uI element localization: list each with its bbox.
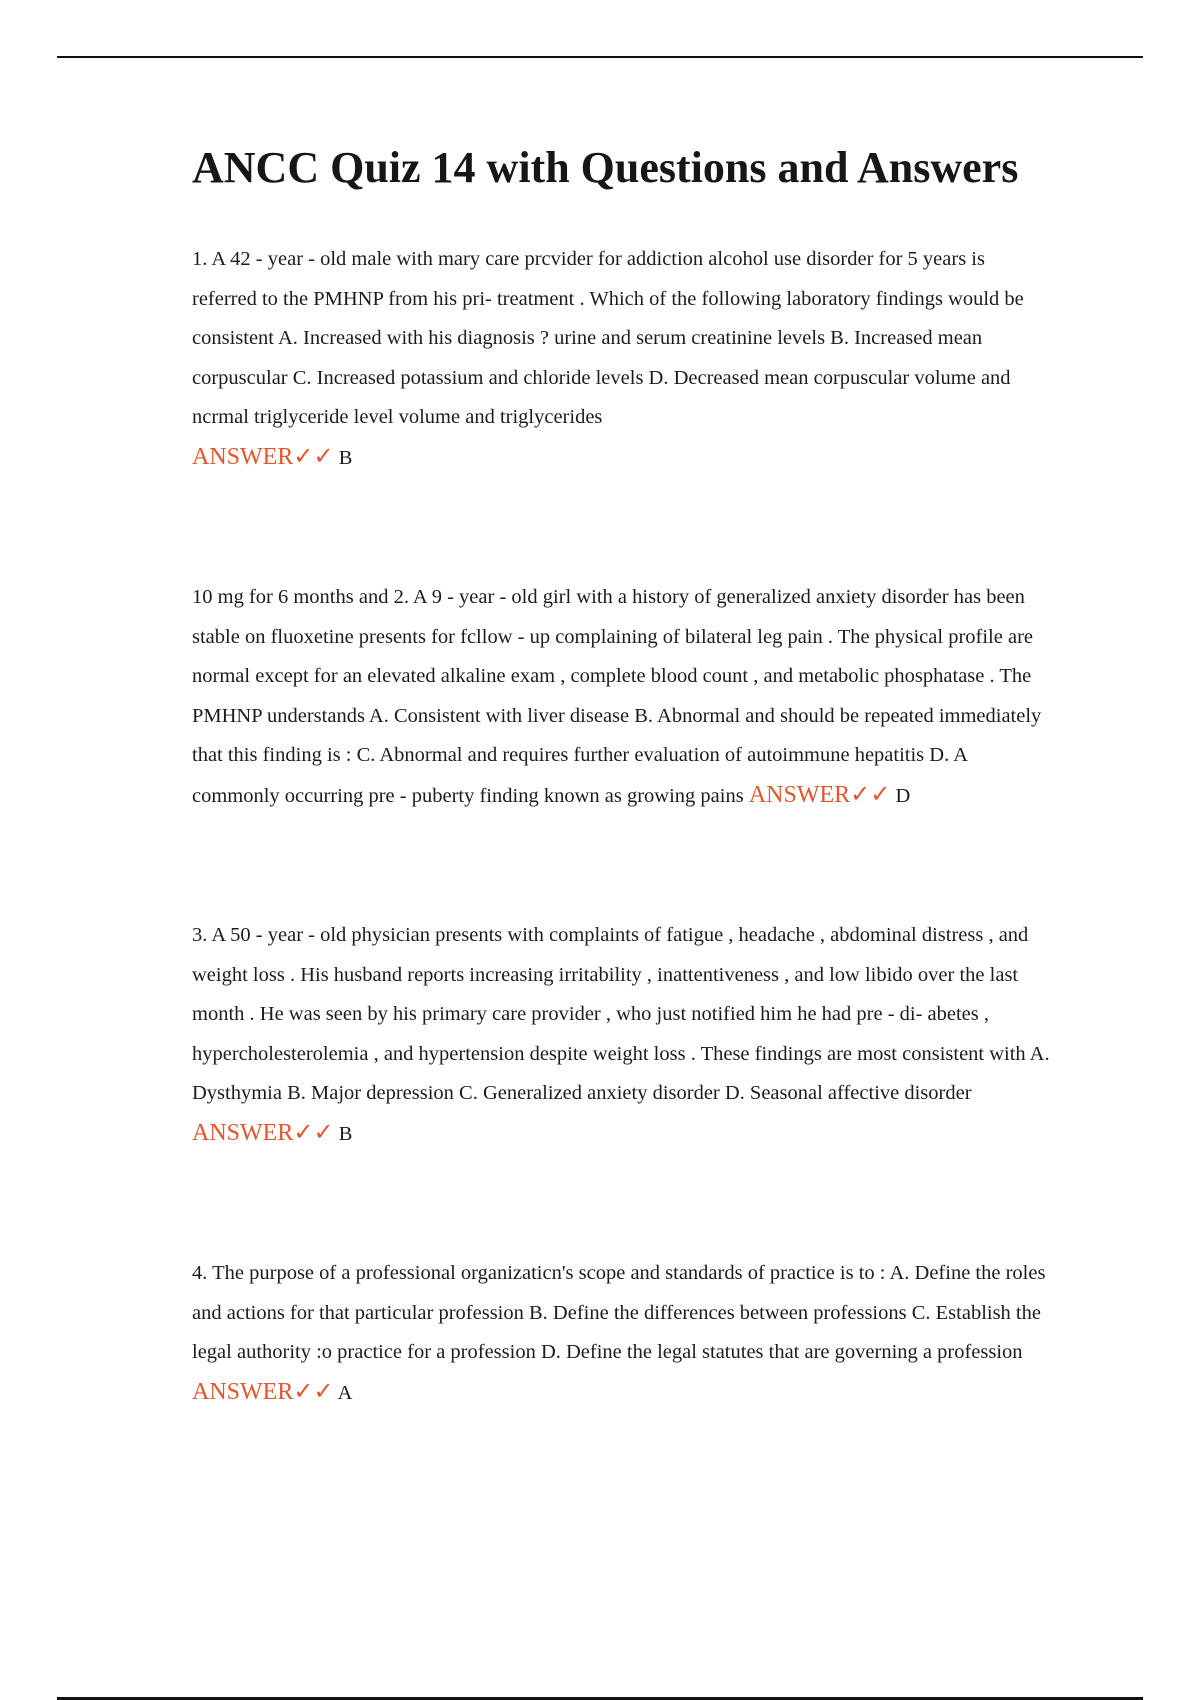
answer-label-3: ANSWER✓✓	[192, 1119, 334, 1146]
answer-label-2: ANSWER✓✓	[748, 781, 891, 808]
answer-value-1: B	[338, 446, 353, 469]
question-4	[192, 1254, 1052, 1413]
answer-value-3: B	[338, 1122, 353, 1145]
answer-label-1: ANSWER✓✓	[192, 443, 334, 470]
question-1-text: 1. A 42 - year - old male with mary care prcvider for addiction alcohol use disorder for 5 years is referred to the PMHNP from his pri- treatment . Which of the following laboratory findings would be consistent A. Increased with his diagnosis ? urine and serum creatinine levels B. Increased mean corpuscular C. Increased potassium and chloride levels D. Decreased mean corpuscular volume and ncrmal triglyceride level volume and triglycerides	[192, 248, 1024, 428]
page-title: ANCC Quiz 14 with Questions and Answers	[192, 143, 1019, 192]
question-1	[192, 240, 1052, 478]
question-3	[192, 916, 1052, 1154]
question-4-text: 4. The purpose of a professional organizaticn's scope and standards of practice is to : A. Define the roles and actions for that particular profession B. Define the differences between professions C. Establish the legal authority :o practice for a profession D. Define the legal statutes that are governing a profession	[192, 1262, 1046, 1363]
top-rule	[57, 56, 1143, 58]
answer-value-4: A	[337, 1381, 353, 1404]
answer-value-2: D	[895, 784, 911, 807]
question-2	[192, 578, 1052, 816]
question-3-text: 3. A 50 - year - old physician presents with complaints of fatigue , headache , abdominal distress , and weight loss . His husband reports increasing irritability , inattentiveness , and low libido over the last month . He was seen by his primary care provider , who just notified him he had pre - di- abetes , hypercholesterolemia , and hypertension despite weight loss . These findings are most consistent with A. Dysthymia B. Major depression C. Generalized anxiety disorder D. Seasonal affective disorder	[192, 924, 1050, 1104]
question-2-text: 10 mg for 6 months and 2. A 9 - year - old girl with a history of generalized anxiety disorder has been stable on fluoxetine presents for fcllow - up complaining of bilateral leg pain . The physical profile are normal except for an elevated alkaline exam , complete blood count , and metabolic phosphatase . The PMHNP understands A. Consistent with liver disease B. Abnormal and should be repeated immediately that this finding is : C. Abnormal and requires further evaluation of autoimmune hepatitis D. A commonly occurring pre - puberty finding known as growing pains	[192, 586, 1042, 807]
answer-label-4: ANSWER✓✓	[192, 1378, 334, 1405]
document-body	[192, 138, 1052, 1413]
